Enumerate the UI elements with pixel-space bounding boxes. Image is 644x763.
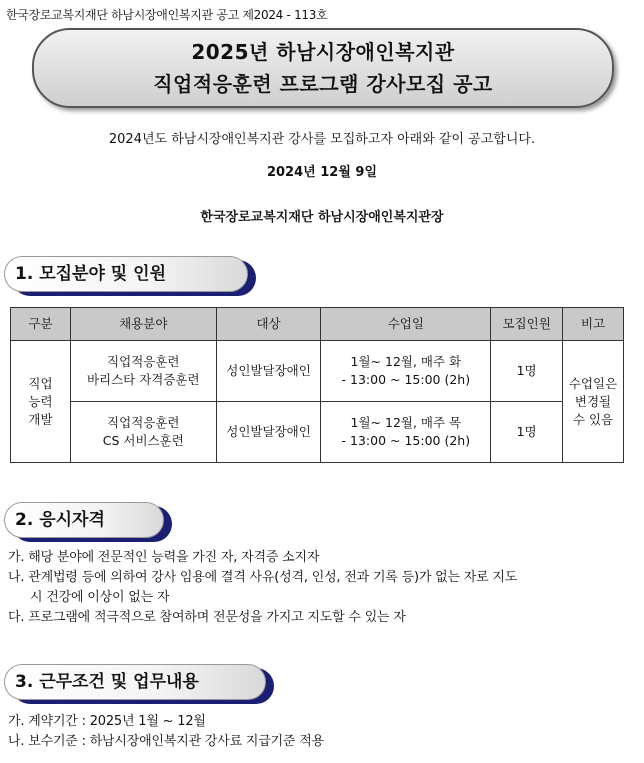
table-row [11, 402, 624, 463]
section-2-header [4, 502, 174, 542]
header-note: 비고 [563, 308, 624, 341]
title-banner [32, 28, 614, 108]
qualification-list [8, 548, 517, 628]
count-cell: 1명 [491, 341, 563, 402]
field-cell: 직업적응훈련 CS 서비스훈련 [70, 402, 216, 463]
list-item: 가. 계약기간 : 2025년 1월 ~ 12월 [8, 714, 206, 729]
header-target: 대상 [216, 308, 321, 341]
list-item: 시 건강에 이상이 없는 자 [30, 590, 170, 605]
conditions-list [8, 712, 324, 752]
list-item: 다. 프로그램에 적극적으로 참여하며 전문성을 가지고 지도할 수 있는 자 [8, 610, 406, 625]
field-cell: 직업적응훈련 바리스타 자격증훈련 [70, 341, 216, 402]
table-header-row [11, 308, 624, 341]
section-1-title: 1. 모집분야 및 인원 [4, 256, 248, 292]
recruitment-table [10, 307, 624, 463]
list-item: 나. 보수기준 : 하남시장애인복지관 강사료 지급기준 적용 [8, 734, 324, 749]
target-cell: 성인발달장애인 [216, 402, 321, 463]
title-line-2: 직업적응훈련 프로그램 강사모집 공고 [153, 72, 493, 96]
header-category: 구분 [11, 308, 71, 341]
header-count: 모집인원 [491, 308, 563, 341]
section-2-title: 2. 응시자격 [4, 502, 164, 538]
issuer-name: 한국장로교복지재단 하남시장애인복지관장 [200, 210, 444, 225]
document-reference: 한국장로교복지재단 하남시장애인복지관 공고 제2024 - 113호 [6, 8, 328, 22]
header-field: 채용분야 [70, 308, 216, 341]
count-cell: 1명 [491, 402, 563, 463]
target-cell: 성인발달장애인 [216, 341, 321, 402]
category-cell: 직업 능력 개발 [11, 341, 71, 463]
list-item: 가. 해당 분야에 전문적인 능력을 가진 자, 자격증 소지자 [8, 550, 320, 565]
announcement-date: 2024년 12월 9일 [266, 165, 378, 180]
table-row [11, 341, 624, 402]
note-cell: 수업일은 변경될 수 있음 [563, 341, 624, 463]
section-3-header [4, 664, 254, 704]
header-schedule: 수업일 [321, 308, 491, 341]
list-item: 나. 관계법령 등에 의하여 강사 임용에 결격 사유(성격, 인성, 전과 기록 등)가 없는 자로 지도 [8, 570, 518, 585]
schedule-cell: 1월~ 12월, 매주 목 - 13:00 ~ 15:00 (2h) [321, 402, 491, 463]
intro-text: 2024년도 하남시장애인복지관 강사를 모집하고자 아래와 같이 공고합니다. [108, 132, 536, 147]
schedule-cell: 1월~ 12월, 매주 화 - 13:00 ~ 15:00 (2h) [321, 341, 491, 402]
section-3-title: 3. 근무조건 및 업무내용 [4, 664, 266, 700]
section-1-header [4, 256, 254, 296]
title-line-1: 2025년 하남시장애인복지관 [191, 40, 455, 64]
